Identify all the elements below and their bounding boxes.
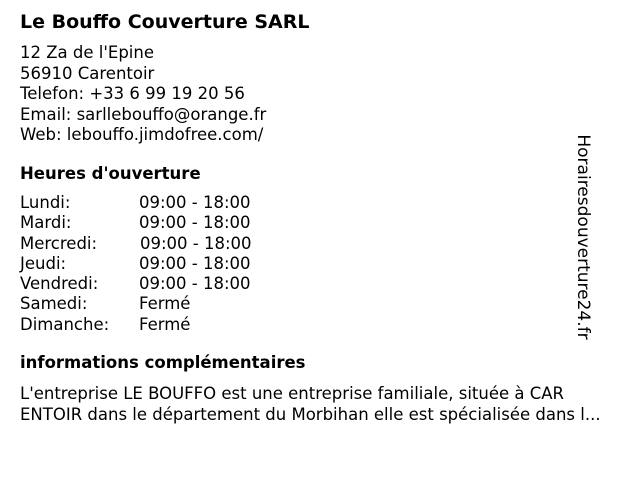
web-line: Web: lebouffo.jimdofree.com/ <box>20 125 264 144</box>
day-label: Mercredi: <box>20 233 98 253</box>
opening-hours-heading: Heures d'ouverture <box>20 164 201 183</box>
email-line: Email: sarllebouffo@orange.fr <box>20 104 267 124</box>
business-name: Le Bouffo Couverture SARL <box>20 11 310 33</box>
day-hours: Fermé <box>139 314 191 334</box>
day-hours: 09:00 - 18:00 <box>140 233 252 253</box>
day-label: Dimanche: <box>20 314 110 334</box>
additional-info-text <box>20 383 601 425</box>
day-label: Vendredi: <box>20 274 99 294</box>
address-street: 12 Za de l'Epine <box>20 43 154 62</box>
phone-line: Telefon: +33 6 99 19 20 56 <box>20 84 245 103</box>
site-watermark: Horairesdouverture24.fr <box>573 134 593 340</box>
day-hours: 09:00 - 18:00 <box>139 213 251 233</box>
day-hours: Fermé <box>139 294 191 314</box>
info-line: ENTOIR dans le département du Morbihan elle est spécialisée dans l... <box>20 405 601 424</box>
day-label: Jeudi: <box>20 253 67 273</box>
contact-block <box>20 43 266 146</box>
day-label: Mardi: <box>20 213 72 233</box>
day-label: Lundi: <box>20 193 71 212</box>
additional-info-heading: informations complémentaires <box>20 353 306 372</box>
day-label: Samedi: <box>20 294 88 314</box>
address-city: 56910 Carentoir <box>20 63 155 83</box>
day-hours: 09:00 - 18:00 <box>139 274 251 294</box>
info-line: L'entreprise LE BOUFFO est une entreprise familiale, située à CAR <box>20 384 565 403</box>
day-hours: 09:00 - 18:00 <box>139 253 251 273</box>
day-hours: 09:00 - 18:00 <box>139 193 251 212</box>
